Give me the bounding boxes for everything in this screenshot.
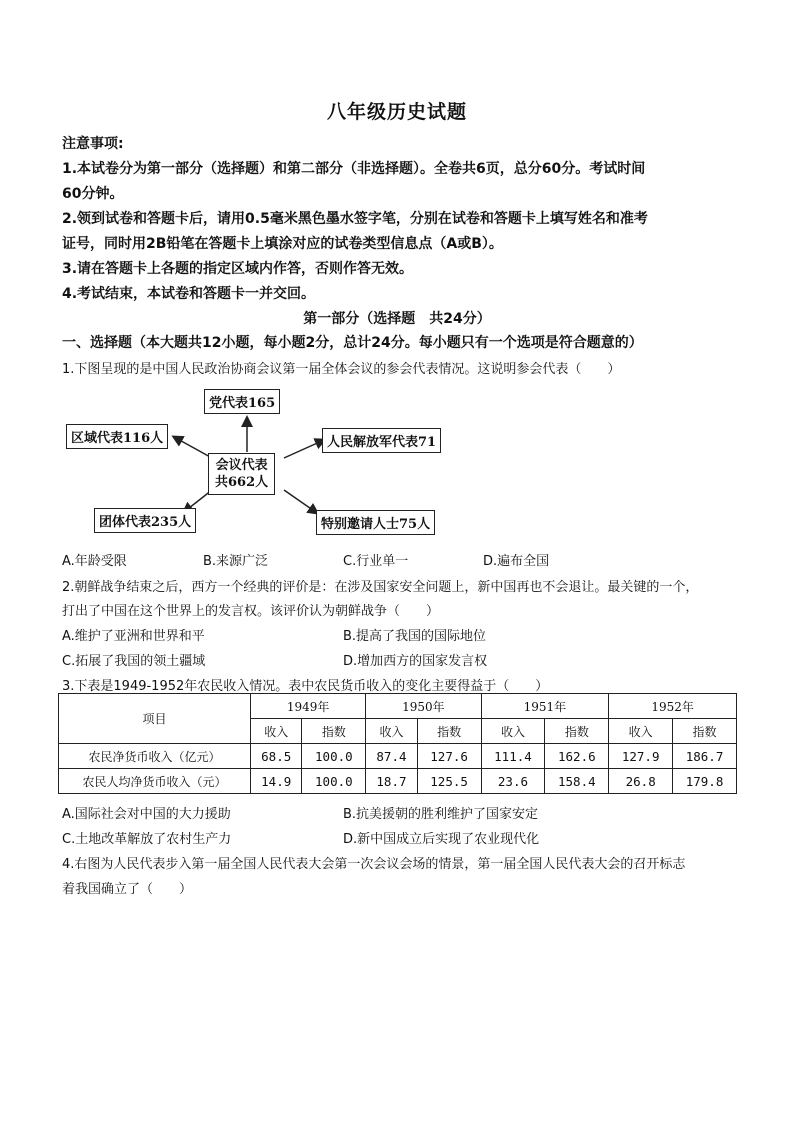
q3-option-d: D.新中国成立后实现了农业现代化	[343, 832, 540, 847]
table-cell: 127.6	[417, 744, 481, 769]
table-header-row	[59, 694, 737, 719]
table-cell: 18.7	[366, 769, 417, 794]
year-header: 1952年	[609, 694, 737, 719]
notice-item: 4.考试结束，本试卷和答题卡一并交回。	[62, 286, 316, 302]
row-label: 农民净货币收入（亿元）	[59, 744, 251, 769]
q1-option-b: B.来源广泛	[203, 554, 269, 569]
year-header: 1950年	[366, 694, 481, 719]
page-title: 八年级历史试题	[326, 101, 467, 123]
special-invitees-box: 特别邀请人士75人	[316, 510, 435, 535]
table-row	[59, 769, 737, 794]
q1-diagram	[62, 380, 452, 535]
pla-representatives-box: 人民解放军代表71	[322, 428, 441, 453]
notice-item: 1.本试卷分为第一部分（选择题）和第二部分（非选择题）。全卷共6页，总分60分。考试时间	[62, 161, 646, 177]
notice-item: 60分钟。	[62, 186, 124, 202]
notice-item: 证号，同时用2B铅笔在答题卡上填涂对应的试卷类型信息点（A或B）。	[62, 236, 503, 252]
index-subheader: 指数	[545, 719, 609, 744]
row-label: 农民人均净货币收入（元）	[59, 769, 251, 794]
q2-option-a: A.维护了亚洲和世界和平	[62, 629, 205, 644]
q1-option-c: C.行业单一	[343, 554, 409, 569]
q3-option-a: A.国际社会对中国的大力援助	[62, 807, 231, 822]
q1-stem: 1.下图呈现的是中国人民政治协商会议第一届全体会议的参会代表情况。这说明参会代表（ ）	[62, 362, 621, 377]
income-subheader: 收入	[609, 719, 673, 744]
q4-stem-line2: 着我国确立了（ ）	[62, 882, 193, 897]
q2-stem-line1: 2.朝鲜战争结束之后，西方一个经典的评价是：在涉及国家安全问题上，新中国再也不会退让。最关键的一个，	[62, 580, 699, 595]
table-cell: 68.5	[251, 744, 302, 769]
q2-option-c: C.拓展了我国的领土疆域	[62, 654, 206, 669]
table-cell: 23.6	[481, 769, 545, 794]
q3-option-b: B.抗美援朝的胜利维护了国家安定	[343, 807, 539, 822]
table-cell: 14.9	[251, 769, 302, 794]
party-representatives-box: 党代表165	[204, 389, 280, 414]
farmer-income-table	[58, 693, 737, 794]
conference-total-box	[208, 453, 275, 495]
index-subheader: 指数	[302, 719, 366, 744]
table-cell: 158.4	[545, 769, 609, 794]
table-cell: 162.6	[545, 744, 609, 769]
q3-option-c: C.土地改革解放了农村生产力	[62, 832, 232, 847]
center-line-2: 共662人	[215, 475, 269, 490]
q4-stem-line1: 4.右图为人民代表步入第一届全国人民代表大会第一次会议会场的情景，第一届全国人民代表大会的召开标志	[62, 857, 686, 872]
part1-heading: 第一部分（选择题 共24分）	[303, 311, 491, 327]
q1-option-a: A.年龄受限	[62, 554, 127, 569]
income-subheader: 收入	[366, 719, 417, 744]
income-subheader: 收入	[251, 719, 302, 744]
table-cell: 111.4	[481, 744, 545, 769]
table-cell: 127.9	[609, 744, 673, 769]
table-cell: 100.0	[302, 744, 366, 769]
income-subheader: 收入	[481, 719, 545, 744]
index-subheader: 指数	[673, 719, 737, 744]
table-cell: 87.4	[366, 744, 417, 769]
q1-option-d: D.遍布全国	[483, 554, 550, 569]
table-cell: 26.8	[609, 769, 673, 794]
notice-item: 3.请在答题卡上各题的指定区域内作答，否则作答无效。	[62, 261, 414, 277]
table-cell: 100.0	[302, 769, 366, 794]
item-header: 项目	[59, 694, 251, 744]
q2-option-d: D.增加西方的国家发言权	[343, 654, 488, 669]
notice-item: 2.领到试卷和答题卡后，请用0.5毫米黑色墨水签字笔，分别在试卷和答题卡上填写姓名和准考	[62, 211, 648, 227]
section-heading: 一、选择题（本大题共12小题，每小题2分，总计24分。每小题只有一个选项是符合题意的）	[62, 335, 643, 351]
q2-stem-line2: 打出了中国在这个世界上的发言权。该评价认为朝鲜战争（ ）	[62, 604, 440, 619]
table-row	[59, 744, 737, 769]
index-subheader: 指数	[417, 719, 481, 744]
region-representatives-box: 区域代表116人	[66, 424, 168, 449]
year-header: 1951年	[481, 694, 609, 719]
center-line-1: 会议代表	[215, 458, 268, 473]
table-cell: 179.8	[673, 769, 737, 794]
table-cell: 125.5	[417, 769, 481, 794]
table-cell: 186.7	[673, 744, 737, 769]
q3-stem: 3.下表是1949-1952年农民收入情况。表中农民货币收入的变化主要得益于（ ）	[62, 679, 549, 694]
q2-option-b: B.提高了我国的国际地位	[343, 629, 487, 644]
year-header: 1949年	[251, 694, 366, 719]
group-representatives-box: 团体代表235人	[94, 508, 196, 533]
notice-heading: 注意事项:	[62, 136, 124, 152]
